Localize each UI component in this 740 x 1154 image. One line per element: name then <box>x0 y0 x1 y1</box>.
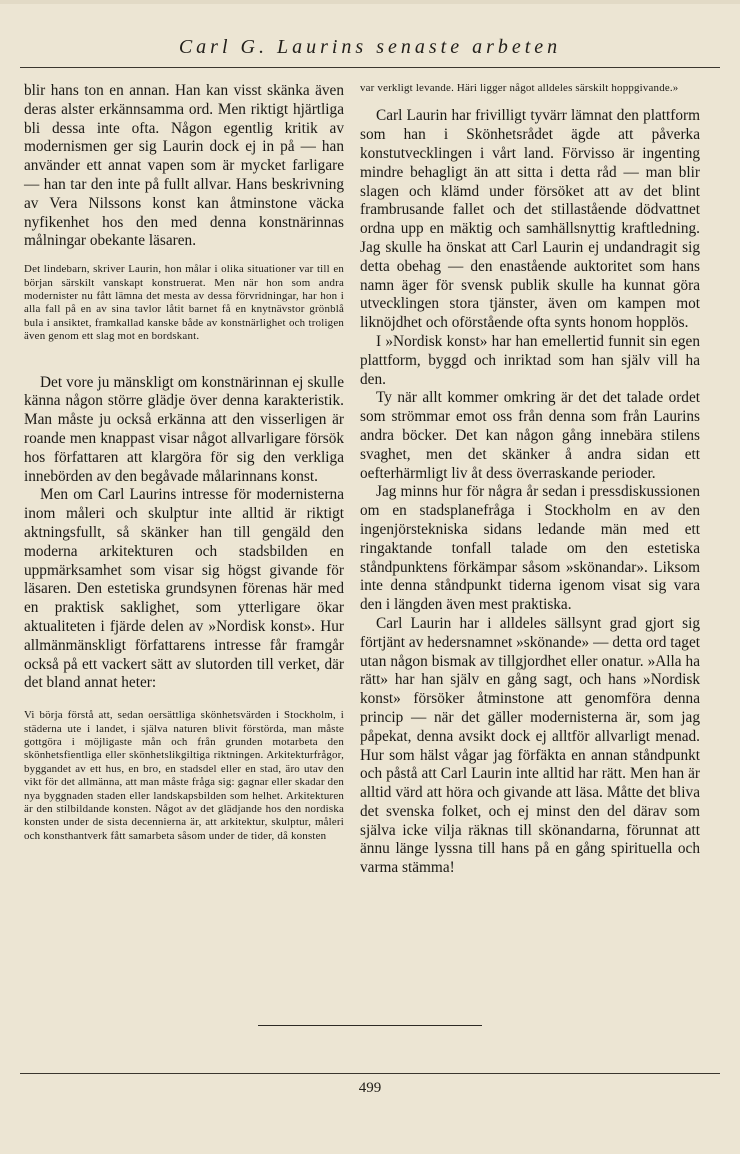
paragraph-2: Det vore ju mänskligt om konstnärinnan ej skulle känna någon större glädje över denna karakteristik. Man måste ju också erkänna att den visserligen är roande men knappast visar något allvarligare försök hos författaren att klargöra för sig den verkliga innebörden av den begåvade målarinnans konst. <box>24 373 344 485</box>
paragraph-1: blir hans ton en annan. Han kan visst skänka även deras alster erkännsamma ord. Men riktigt hjärtliga bli dessa inte ofta. Någon egentlig kritik av modernismen ger sig Laurin dock ej in på — han använder ett annat vapen som är mycket farligare — han tar den inte på fullt allvar. Hans beskrivning av Vera Nilssons konst kan åtminstone väcka nyfikenhet hos den med denna konstnärinnas målningar obekante läsaren. <box>24 82 344 250</box>
footer-rule <box>20 1073 720 1074</box>
quote-slutorden-continued: var verkligt levande. Häri ligger något alldeles särskilt hoppgivande.» <box>360 82 679 94</box>
paragraph-7: Jag minns hur för några år sedan i pressdiskussionen om en stadsplanefråga i Stockholm en av den ingenjörstekniska sidans ledande män med ett ringaktande tonfall talade om den estetiska ståndpunktens förkämpar såsom »skönandar». Liksom inte denna ståndpunkt tiderna igenom visat sig vara den i längden även mest praktiska. <box>360 483 700 614</box>
left-column <box>24 82 344 843</box>
right-column <box>360 82 700 878</box>
paragraph-8: Carl Laurin har i alldeles sällsynt grad gjort sig förtjänt av hedersnamnet »skönande» — detta ord taget utan någon bismak av tillgjordhet eller onatur. »Alla ha rätt» har han själv en gång sagt, och hans »Nordisk konst» försöker åtminstone att genomföra denna princip — när det gäller modernisterna är, som jag påpekat, denna avsikt dock ej alltför allvarligt menad. Hur som hälst vågar jag förfäkta en annan ståndpunkt och påstå att Carl Laurin inte alltid har rätt. Men han är alltid värd att höra och givande att läsa. Måtte det bliva det svenska folket, och ej minst den del därav som självа icke vilja räknas till skönandarna, förunnat att ännu länge lyssna till hans på en gång spirituella och varma stämma! <box>360 614 700 877</box>
paragraph-3: Men om Carl Laurins intresse för modernisterna inom måleri och skulptur inte alltid är riktigt aktningsfullt, så skänker han till gengäld den moderna arkitekturen och stadsbilden en uppmärksamhet som visar sig högst givande för läsaren. Den estetiska grundsynen förenas här med en praktisk saklighet, som ytterligare ökar aktualiteten i fjärde delen av »Nordisk konst». Hur allmänmänskligt författarens intresse får framgår också på ett vackert sätt av slutorden till verket, där det bland annat heter: <box>24 486 344 692</box>
page-number: 499 <box>358 1080 382 1096</box>
top-edge <box>0 0 740 4</box>
running-header: Carl G. Laurins senaste arbeten <box>178 36 562 58</box>
paragraph-6: Ty när allt kommer omkring är det det talade ordet som strömmar emot oss från denna som från Laurins andra böcker. Det kan någon gång innebära stilens svaghet, men det skänker å andra sidan ett oefterhärmligt liv åt dess överraskande perioder. <box>360 389 700 482</box>
quote-lindebarn: Det lindebarn, skriver Laurin, hon målar i olika situationer var till en början särskilt vanskapt konstruerat. Men när hon som andra modernister nu fått lämna det mesta av dessa förvridningar, har hon i alla fall på en av sina tavlor låtit barnet få en knytnävstor grönblå bula i ansiktet, framkallad kanske både av konstnärlighet och troligen även genom ett slag mot en bordskant. <box>24 263 344 343</box>
paragraph-4: Carl Laurin har frivilligt tyvärr lämnat den plattform som han i Skönhetsrådet ägde att påverka konstutvecklingen i vårt land. Förvisso är ingenting mindre behagligt än att sitta i detta råd — man blir slagen och klämd under försöket att av det blint frambrusande fallet och det stillastående dödvattnet ordna upp en mäktig och samhällsnyttig kraftledning. Jag skulle ha önskat att Carl Laurin ej undandragit sig detta obehag — den enastående auktoritet som hans namn äger för svensk publik skulle ha kunnat göra utvecklingen stora tjänster, även om kampen mot liknöjdhet och oförstående ofta synts honom hopplös. <box>360 107 700 332</box>
paragraph-5: I »Nordisk konst» har han emellertid funnit sin egen plattform, byggd och inriktad som han själv vill ha den. <box>360 332 700 388</box>
end-of-article-rule <box>258 1025 482 1026</box>
quote-slutorden: Vi börja förstå att, sedan oersättliga skönhetsvärden i Stockholm, i städerna ute i landet, i själva naturen blivit förstörda, man måste gottgöra i möjligaste mån och från grunden motarbeta den skönhetsfientliga eller skönhetslikgiltiga riktningen. Arkitekturfrågor, byggandet av ett hus, en bro, en stadsdel eller en stad, äro utav den vikt för det allmänna, att man måste fråga sig: gagnar eller skadar den nya byggnaden staden eller landskapsbilden som helhet. Arkitekturen är den stilbildande konsten. Något av det glädjande hos den nordiska konsten under de sista decennierna är, att arkitektur, skulptur, måleri och konsthantverk fått samarbeta såsom under de tider, då konsten <box>24 709 344 842</box>
header-rule <box>20 67 720 68</box>
